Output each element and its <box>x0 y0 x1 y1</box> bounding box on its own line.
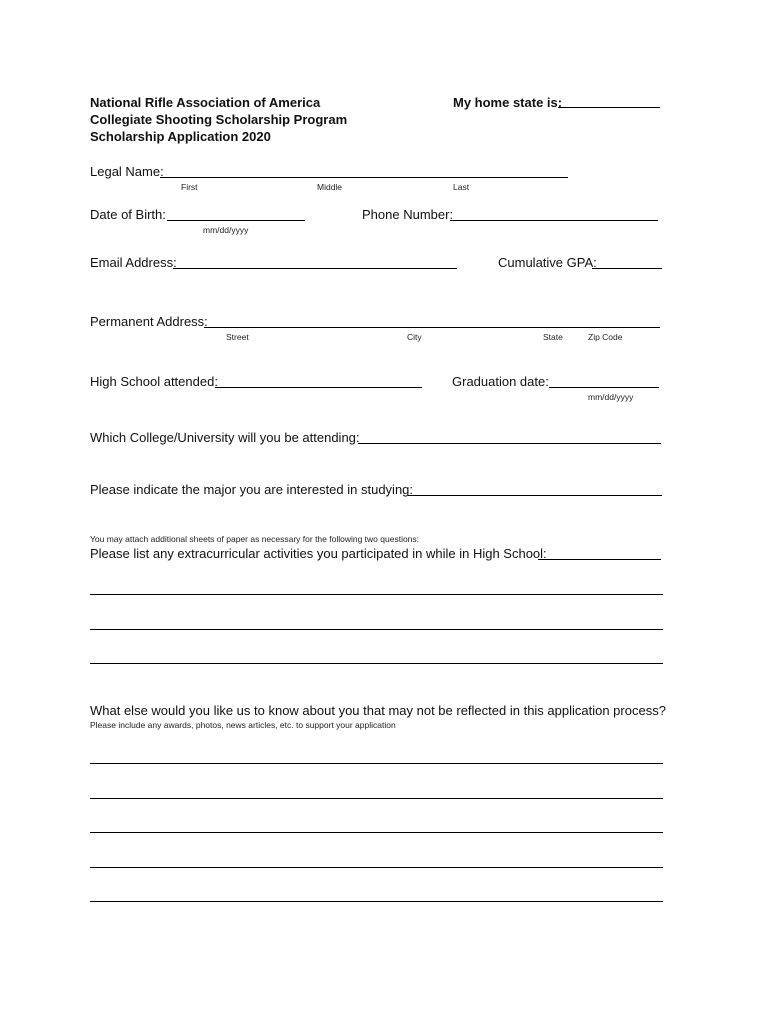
graduation-field[interactable] <box>549 387 659 388</box>
extracurricular-line-2[interactable] <box>90 629 663 630</box>
application-title: Scholarship Application 2020 <box>90 129 271 144</box>
college-label: Which College/University will you be attending: <box>90 430 360 445</box>
first-name-caption: First <box>181 182 198 192</box>
graduation-label: Graduation date: <box>452 374 549 389</box>
street-caption: Street <box>226 332 249 342</box>
extracurricular-line-3[interactable] <box>90 663 663 664</box>
email-field[interactable] <box>173 268 457 269</box>
college-field[interactable] <box>358 443 661 444</box>
email-label: Email Address: <box>90 255 177 270</box>
dob-format-caption: mm/dd/yyyy <box>203 225 249 235</box>
other-info-line-5[interactable] <box>90 901 663 902</box>
other-info-line-1[interactable] <box>90 763 663 764</box>
high-school-field[interactable] <box>215 387 422 388</box>
high-school-label: High School attended: <box>90 374 218 389</box>
extracurricular-field[interactable] <box>538 559 661 560</box>
program-name: Collegiate Shooting Scholarship Program <box>90 112 348 127</box>
other-info-note: Please include any awards, photos, news articles, etc. to support your application <box>90 720 396 730</box>
phone-field[interactable] <box>450 220 658 221</box>
major-field[interactable] <box>408 495 662 496</box>
extracurricular-line-1[interactable] <box>90 594 663 595</box>
gpa-field[interactable] <box>592 268 662 269</box>
home-state-field[interactable] <box>558 107 660 108</box>
gpa-label: Cumulative GPA: <box>498 255 597 270</box>
address-field[interactable] <box>204 327 660 328</box>
other-info-line-3[interactable] <box>90 832 663 833</box>
other-info-line-4[interactable] <box>90 867 663 868</box>
phone-label: Phone Number: <box>362 207 454 222</box>
last-name-caption: Last <box>453 182 470 192</box>
extracurricular-label: Please list any extracurricular activities you participated in while in High School: <box>90 546 547 561</box>
middle-name-caption: Middle <box>317 182 343 192</box>
address-label: Permanent Address: <box>90 314 208 329</box>
home-state-label: My home state is: <box>453 95 563 110</box>
attach-sheets-note: You may attach additional sheets of paper as necessary for the following two questions: <box>90 534 420 544</box>
dob-field[interactable] <box>167 220 305 221</box>
state-caption: State <box>543 332 563 342</box>
org-name: National Rifle Association of America <box>90 95 321 110</box>
major-label: Please indicate the major you are interested in studying: <box>90 482 414 497</box>
legal-name-label: Legal Name: <box>90 164 164 179</box>
city-caption: City <box>407 332 422 342</box>
zip-caption: Zip Code <box>588 332 623 342</box>
other-info-label: What else would you like us to know about you that may not be reflected in this application process? <box>90 703 666 718</box>
graduation-format-caption: mm/dd/yyyy <box>588 392 634 402</box>
dob-label: Date of Birth: <box>90 207 166 222</box>
legal-name-field[interactable] <box>160 177 568 178</box>
other-info-line-2[interactable] <box>90 798 663 799</box>
